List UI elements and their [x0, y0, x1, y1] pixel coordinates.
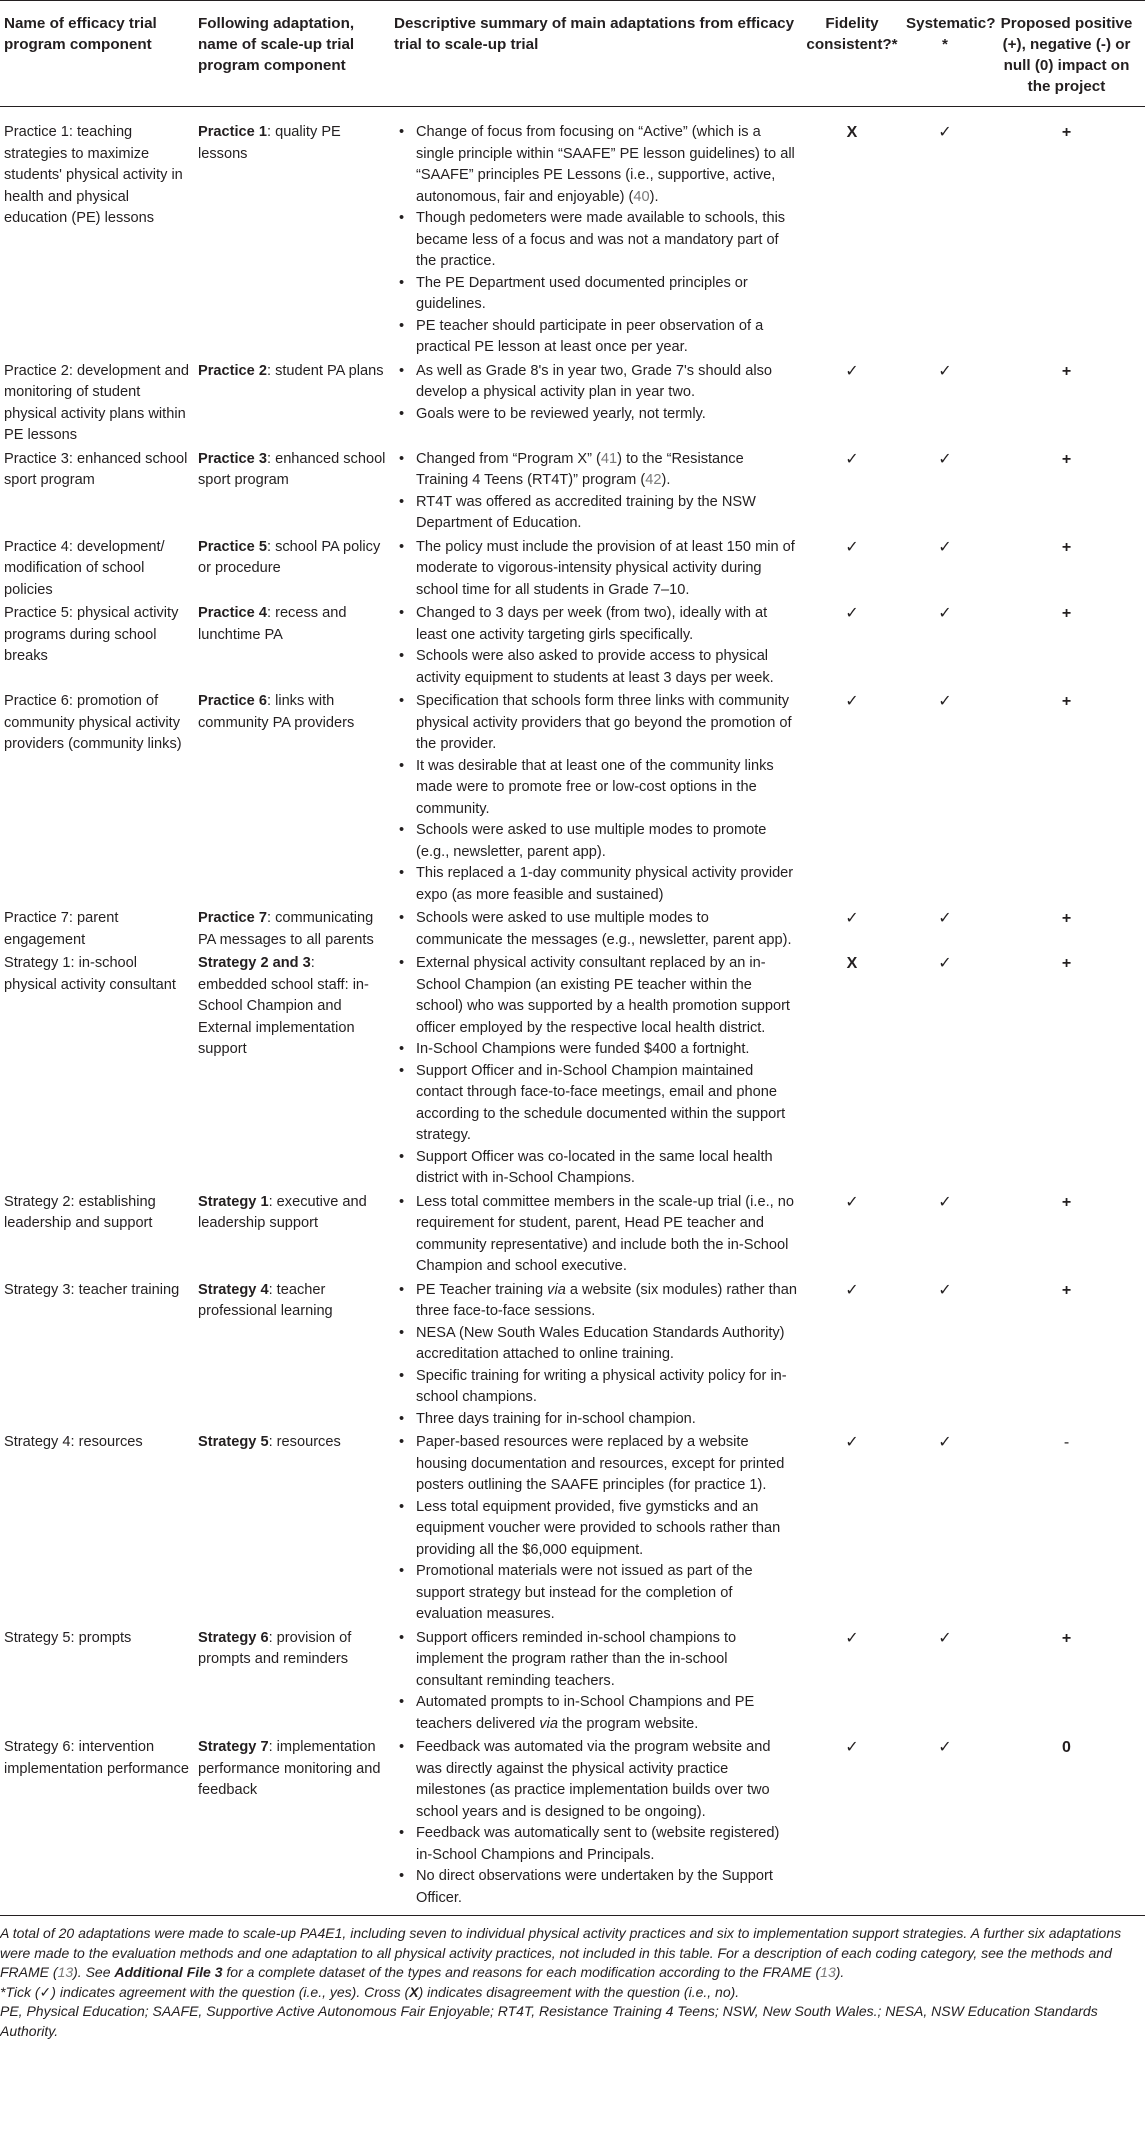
header-row [0, 1, 1145, 107]
header-impact: Proposed positive (+), negative (-) or null (0) impact on the project [1000, 15, 1133, 95]
bullet-text: It was desirable that at least one of the community links made were to promote free or low-cost options in the community. [416, 757, 774, 817]
scaleup-component-cell [194, 447, 390, 535]
impact-cell: + [1061, 538, 1072, 556]
impact-cell: + [1061, 1281, 1072, 1299]
impact-cell: + [1061, 1629, 1072, 1647]
adaptation-bullet [394, 492, 798, 535]
footnote-abbreviations: PE, Physical Education; SAAFE, Supportive Active Autonomous Fair Enjoyable; RT4T, Resistance Training 4 Teens; NSW, New South Wales.; NESA, NSW Education Standards Authority. [0, 2003, 1098, 2039]
adaptation-bullet [394, 273, 798, 316]
scaleup-component-desc: : links with community PA providers [198, 693, 355, 731]
scaleup-component-desc: : implementation performance monitoring and feedback [198, 1739, 381, 1798]
bullet-text: External physical activity consultant replaced by an in-School Champion (an existing PE teacher within the school) who was supported by a health promotion support officer employed by the respective local health district. [416, 955, 790, 1036]
table-footnotes [0, 1915, 1145, 2041]
adaptation-list [394, 1192, 798, 1278]
bullet-text: Feedback was automatically sent to (website registered) in-School Champions and Principals. [416, 1825, 780, 1863]
bullet-text: PE Teacher training [416, 1281, 548, 1298]
scaleup-component-name: Practice 6 [198, 693, 267, 709]
adaptation-bullet [394, 1823, 798, 1866]
scaleup-component-desc: : recess and lunchtime PA [198, 605, 347, 643]
scaleup-component-desc: : school PA policy or procedure [198, 538, 381, 576]
adaptation-summary-cell [390, 107, 802, 359]
table-body [0, 107, 1145, 1910]
header-adaptation-summary: Descriptive summary of main adaptations from efficacy trial to scale-up trial [394, 15, 795, 53]
scaleup-component-desc: : communicating PA messages to all parents [198, 910, 374, 948]
adaptation-summary-cell [390, 906, 802, 951]
scaleup-component-desc: : resources [268, 1434, 341, 1450]
adaptation-bullet [394, 1561, 798, 1626]
efficacy-component-cell: Strategy 2: establishing leadership and support [4, 1193, 156, 1231]
bullet-text: the program website. [557, 1715, 699, 1732]
adaptation-bullet [394, 1628, 798, 1693]
adaptation-bullet [394, 908, 798, 951]
fidelity-cell: ✓ [845, 538, 859, 556]
adaptation-bullet [394, 1866, 798, 1909]
adaptation-bullet [394, 1692, 798, 1735]
adaptation-list [394, 908, 798, 951]
fidelity-cell: ✓ [845, 1281, 859, 1299]
systematic-cell: ✓ [938, 1434, 952, 1451]
scaleup-component-cell [194, 1278, 390, 1431]
table-row [0, 107, 1145, 359]
adaptation-summary-cell [390, 689, 802, 906]
efficacy-component-cell: Practice 2: development and monitoring of student physical activity plans within PE lessons [4, 362, 189, 443]
impact-cell: + [1061, 362, 1072, 380]
scaleup-component-desc: : teacher professional learning [198, 1281, 333, 1319]
impact-cell: + [1061, 693, 1072, 710]
header-systematic: Systematic?* [906, 15, 996, 53]
scaleup-component-name: Strategy 6 [198, 1629, 269, 1646]
bullet-text: No direct observations were undertaken by the Support Officer. [416, 1868, 773, 1906]
scaleup-component-name: Strategy 7 [198, 1739, 269, 1755]
scaleup-component-name: Strategy 2 and 3 [198, 955, 311, 971]
adaptation-bullet [394, 361, 798, 404]
fidelity-cell: ✓ [845, 1739, 859, 1756]
bullet-text: Promotional materials were not issued as part of the support strategy but instead for the completion of evaluation measures. [416, 1563, 753, 1622]
adaptation-summary-cell [390, 951, 802, 1190]
bullet-text: a website (six modules) rather than three face-to-face sessions. [416, 1281, 797, 1319]
systematic-cell: ✓ [938, 1193, 952, 1211]
systematic-cell: ✓ [938, 450, 952, 468]
fidelity-cell: ✓ [845, 1629, 859, 1647]
adaptation-list [394, 1628, 798, 1736]
adaptation-bullet [394, 953, 798, 1039]
adaptation-summary-cell [390, 1735, 802, 1909]
scaleup-component-cell [194, 951, 390, 1190]
adaptation-bullet [394, 1432, 798, 1497]
table-row [0, 1626, 1145, 1736]
table-row [0, 1278, 1145, 1431]
adaptation-bullet [394, 1323, 798, 1366]
adaptation-bullet [394, 1366, 798, 1409]
efficacy-component-cell: Strategy 5: prompts [4, 1629, 132, 1646]
table-row [0, 359, 1145, 447]
adaptation-bullet [394, 691, 798, 756]
footnote-tick-cross: *Tick (✓) indicates agreement with the question (i.e., yes). Cross (X) indicates disagreement with the question (i.e., no). [0, 1983, 740, 2000]
fidelity-cell: ✓ [845, 1434, 859, 1451]
impact-cell: 0 [1062, 1739, 1071, 1756]
adaptation-bullet [394, 316, 798, 359]
impact-cell: + [1061, 1193, 1072, 1211]
adaptation-list [394, 122, 798, 359]
bullet-text: This replaced a 1-day community physical activity provider expo (as more feasible and sustained) [416, 865, 794, 903]
adaptation-summary-cell [390, 1430, 802, 1626]
bullet-text: Support officers reminded in-school champions to implement the program rather than the in-school consultant reminding teachers. [416, 1629, 737, 1689]
adaptation-bullet [394, 756, 798, 821]
table-row [0, 906, 1145, 951]
bullet-text: Support Officer and in-School Champion maintained contact through face-to-face meetings, email and phone according to the schedule documented within the support strategy. [416, 1062, 786, 1143]
adaptation-bullet [394, 1192, 798, 1278]
systematic-cell: ✓ [938, 362, 952, 380]
adaptation-bullet [394, 1497, 798, 1562]
adaptation-summary-cell [390, 1190, 802, 1278]
fidelity-cell: ✓ [845, 450, 859, 468]
bullet-text: The policy must include the provision of at least 150 min of moderate to vigorous-intensity physical activity during school time for all students in Grade 7–10. [416, 538, 795, 598]
adaptation-bullet [394, 449, 798, 492]
table-row [0, 1735, 1145, 1909]
systematic-cell: ✓ [938, 693, 952, 710]
fidelity-cell: X [846, 124, 858, 141]
bullet-text: Automated prompts to in-School Champions and PE teachers delivered [416, 1694, 755, 1732]
scaleup-component-desc: : quality PE lessons [198, 124, 341, 162]
fidelity-cell: ✓ [845, 1193, 859, 1211]
table-header [0, 1, 1145, 107]
efficacy-component-cell: Practice 3: enhanced school sport program [4, 450, 188, 488]
bullet-italic: via [547, 1281, 566, 1298]
adaptation-summary-cell [390, 1278, 802, 1431]
impact-cell: + [1061, 910, 1072, 927]
adaptation-list [394, 953, 798, 1190]
adaptation-list [394, 691, 798, 906]
scaleup-component-cell [194, 535, 390, 602]
bullet-text: Changed to 3 days per week (from two), ideally with at least one activity targeting girls specifically. [416, 605, 768, 643]
bullet-text: PE teacher should participate in peer observation of a practical PE lesson at least once per year. [416, 317, 764, 355]
adaptation-bullet [394, 1147, 798, 1190]
footnote-summary: A total of 20 adaptations were made to scale-up PA4E1, including seven to individual physical activity practices and six to implementation support strategies. A further six adaptations were made to the evaluation methods and one adaptation to all physical activity practices, not included in this table. For a description of each coding category, see the methods and FRAME (13). See Additional File 3 for a complete dataset of the types and reasons for each modification according to the FRAME (13). [0, 1925, 1122, 1980]
efficacy-component-cell: Strategy 4: resources [4, 1434, 143, 1450]
scaleup-component-name: Strategy 5 [198, 1434, 269, 1450]
adaptation-list [394, 449, 798, 535]
scaleup-component-name: Practice 3 [198, 450, 267, 467]
bullet-text: Three days training for in-school champion. [416, 1410, 696, 1427]
scaleup-component-desc: : executive and leadership support [198, 1193, 367, 1231]
efficacy-component-cell: Practice 6: promotion of community physical activity providers (community links) [4, 693, 182, 752]
scaleup-component-name: Practice 2 [198, 362, 267, 379]
bullet-text: Schools were also asked to provide access to physical activity equipment to students at least 3 days per week. [416, 648, 774, 686]
scaleup-component-name: Practice 1 [198, 124, 267, 140]
citation-link[interactable]: 41 [600, 450, 618, 467]
bullet-text: ). [661, 472, 671, 488]
bullet-text: Less total equipment provided, five gymsticks and an equipment voucher were provided to schools rather than providing all the $6,000 equipment. [416, 1498, 781, 1558]
adaptation-bullet [394, 208, 798, 273]
bullet-text: Feedback was automated via the program website and was directly against the physical activity practice milestones (as practice implementation builds over two school years and is designed to be ongoing). [416, 1739, 771, 1820]
bullet-text: As well as Grade 8's in year two, Grade 7's should also develop a physical activity plan in year two. [416, 362, 772, 400]
table-row [0, 447, 1145, 535]
bullet-text: Change of focus from focusing on “Active” (which is a single principle within “SAAFE” PE lesson guidelines) to all “SAAFE” principles PE Lessons (i.e., supportive, active, autonomous, fair and enjoyable) ( [416, 124, 795, 205]
adaptation-summary-cell [390, 535, 802, 602]
table-row [0, 535, 1145, 602]
bullet-text: Specific training for writing a physical activity policy for in-school champions. [416, 1367, 787, 1405]
systematic-cell: ✓ [938, 1739, 952, 1756]
adaptation-summary-cell [390, 601, 802, 689]
adaptation-summary-cell [390, 359, 802, 447]
scaleup-component-name: Practice 7 [198, 910, 267, 926]
bullet-text: In-School Champions were funded $400 a fortnight. [416, 1041, 750, 1057]
table-row [0, 1190, 1145, 1278]
scaleup-component-desc: : provision of prompts and reminders [198, 1629, 352, 1667]
scaleup-component-cell [194, 1190, 390, 1278]
adaptation-bullet [394, 537, 798, 602]
efficacy-component-cell: Practice 4: development/ modification of school policies [4, 538, 165, 598]
header-efficacy-component: Name of efficacy trial program component [4, 15, 157, 53]
adaptation-summary-cell [390, 447, 802, 535]
bullet-text: ). [649, 188, 659, 205]
bullet-text: Support Officer was co-located in the same local health district with in-School Champions. [416, 1148, 773, 1186]
bullet-text: The PE Department used documented principles or guidelines. [416, 274, 748, 312]
bullet-text: Specification that schools form three links with community physical activity providers that go beyond the promotion of the provider. [416, 693, 792, 752]
bullet-text: ) to the “Resistance Training 4 Teens (RT4T)” program ( [416, 450, 744, 488]
adaptation-list [394, 1280, 798, 1431]
adaptation-list [394, 603, 798, 689]
scaleup-component-desc: : enhanced school sport program [198, 450, 386, 488]
bullet-text: Changed from “Program X” ( [416, 450, 601, 467]
bullet-text: Goals were to be reviewed yearly, not termly. [416, 405, 706, 422]
bullet-text: Schools were asked to use multiple modes to communicate the messages (e.g., newsletter, parent app). [416, 910, 792, 948]
systematic-cell: ✓ [938, 605, 952, 622]
bullet-text: Though pedometers were made available to schools, this became less of a focus and was not a mandatory part of the practice. [416, 210, 786, 269]
scaleup-component-desc: : embedded school staff: in-School Champion and External implementation support [198, 955, 369, 1057]
adaptation-bullet [394, 1039, 798, 1061]
adaptation-bullet [394, 1409, 798, 1431]
adaptation-bullet [394, 603, 798, 646]
impact-cell: + [1061, 124, 1072, 141]
fidelity-cell: ✓ [845, 693, 859, 710]
header-fidelity: Fidelity consistent?* [806, 15, 898, 53]
fidelity-cell: ✓ [845, 605, 859, 622]
scaleup-component-cell [194, 107, 390, 359]
impact-cell: + [1061, 450, 1072, 468]
fidelity-cell: ✓ [845, 910, 859, 927]
fidelity-cell: ✓ [845, 362, 859, 380]
citation-link[interactable]: 40 [633, 188, 650, 205]
systematic-cell: ✓ [938, 538, 952, 556]
bullet-text: NESA (New South Wales Education Standards Authority) accreditation attached to online training. [416, 1324, 785, 1362]
adaptation-bullet [394, 404, 798, 426]
scaleup-component-cell [194, 906, 390, 951]
impact-cell: + [1061, 955, 1072, 972]
bullet-text: RT4T was offered as accredited training by the NSW Department of Education. [416, 493, 756, 531]
systematic-cell: ✓ [938, 1629, 952, 1647]
bullet-text: Less total committee members in the scale-up trial (i.e., no requirement for student, parent, Head PE teacher and community representative) and include both the in-School Champion and school executive. [416, 1193, 794, 1274]
header-scaleup-component: Following adaptation, name of scale-up trial program component [198, 15, 355, 74]
efficacy-component-cell: Strategy 1: in-school physical activity consultant [4, 955, 176, 993]
adaptation-summary-cell [390, 1626, 802, 1736]
scaleup-component-desc: : student PA plans [266, 362, 384, 379]
systematic-cell: ✓ [938, 955, 952, 972]
scaleup-component-cell [194, 689, 390, 906]
efficacy-component-cell: Strategy 3: teacher training [4, 1281, 180, 1298]
table-row [0, 601, 1145, 689]
systematic-cell: ✓ [938, 910, 952, 927]
impact-cell: + [1061, 605, 1072, 622]
adaptation-bullet [394, 1061, 798, 1147]
systematic-cell: ✓ [938, 124, 952, 141]
scaleup-component-name: Practice 4 [198, 605, 267, 621]
adaptation-list [394, 1737, 798, 1909]
efficacy-component-cell: Practice 1: teaching strategies to maximize students' physical activity in health and physical education (PE) lessons [4, 124, 183, 226]
efficacy-component-cell: Practice 7: parent engagement [4, 910, 119, 948]
scaleup-component-cell [194, 1430, 390, 1626]
bullet-text: Paper-based resources were replaced by a website housing documentation and resources, except for printed posters outlining the SAAFE principles (for practice 1). [416, 1434, 785, 1493]
efficacy-component-cell: Practice 5: physical activity programs during school breaks [4, 605, 179, 664]
adaptation-list [394, 1432, 798, 1626]
scaleup-component-cell [194, 1626, 390, 1736]
scaleup-component-cell [194, 601, 390, 689]
systematic-cell: ✓ [938, 1281, 952, 1299]
fidelity-cell: X [846, 955, 858, 972]
citation-link[interactable]: 42 [645, 472, 662, 488]
scaleup-component-cell [194, 1735, 390, 1909]
adaptation-bullet [394, 122, 798, 208]
adaptation-list [394, 361, 798, 426]
bullet-text: Schools were asked to use multiple modes to promote (e.g., newsletter, parent app). [416, 822, 767, 860]
bullet-italic: via [539, 1715, 558, 1732]
scaleup-component-name: Strategy 1 [198, 1193, 269, 1210]
adaptation-bullet [394, 1737, 798, 1823]
scaleup-component-cell [194, 359, 390, 447]
adaptation-bullet [394, 820, 798, 863]
table-row [0, 951, 1145, 1190]
table-row [0, 1430, 1145, 1626]
adaptation-list [394, 537, 798, 602]
impact-cell: - [1063, 1434, 1070, 1451]
adaptation-bullet [394, 1280, 798, 1323]
adaptation-bullet [394, 646, 798, 689]
table-row [0, 689, 1145, 906]
scaleup-component-name: Strategy 4 [198, 1281, 269, 1298]
scaleup-component-name: Practice 5 [198, 538, 267, 555]
adaptation-bullet [394, 863, 798, 906]
efficacy-component-cell: Strategy 6: intervention implementation performance [4, 1739, 189, 1777]
